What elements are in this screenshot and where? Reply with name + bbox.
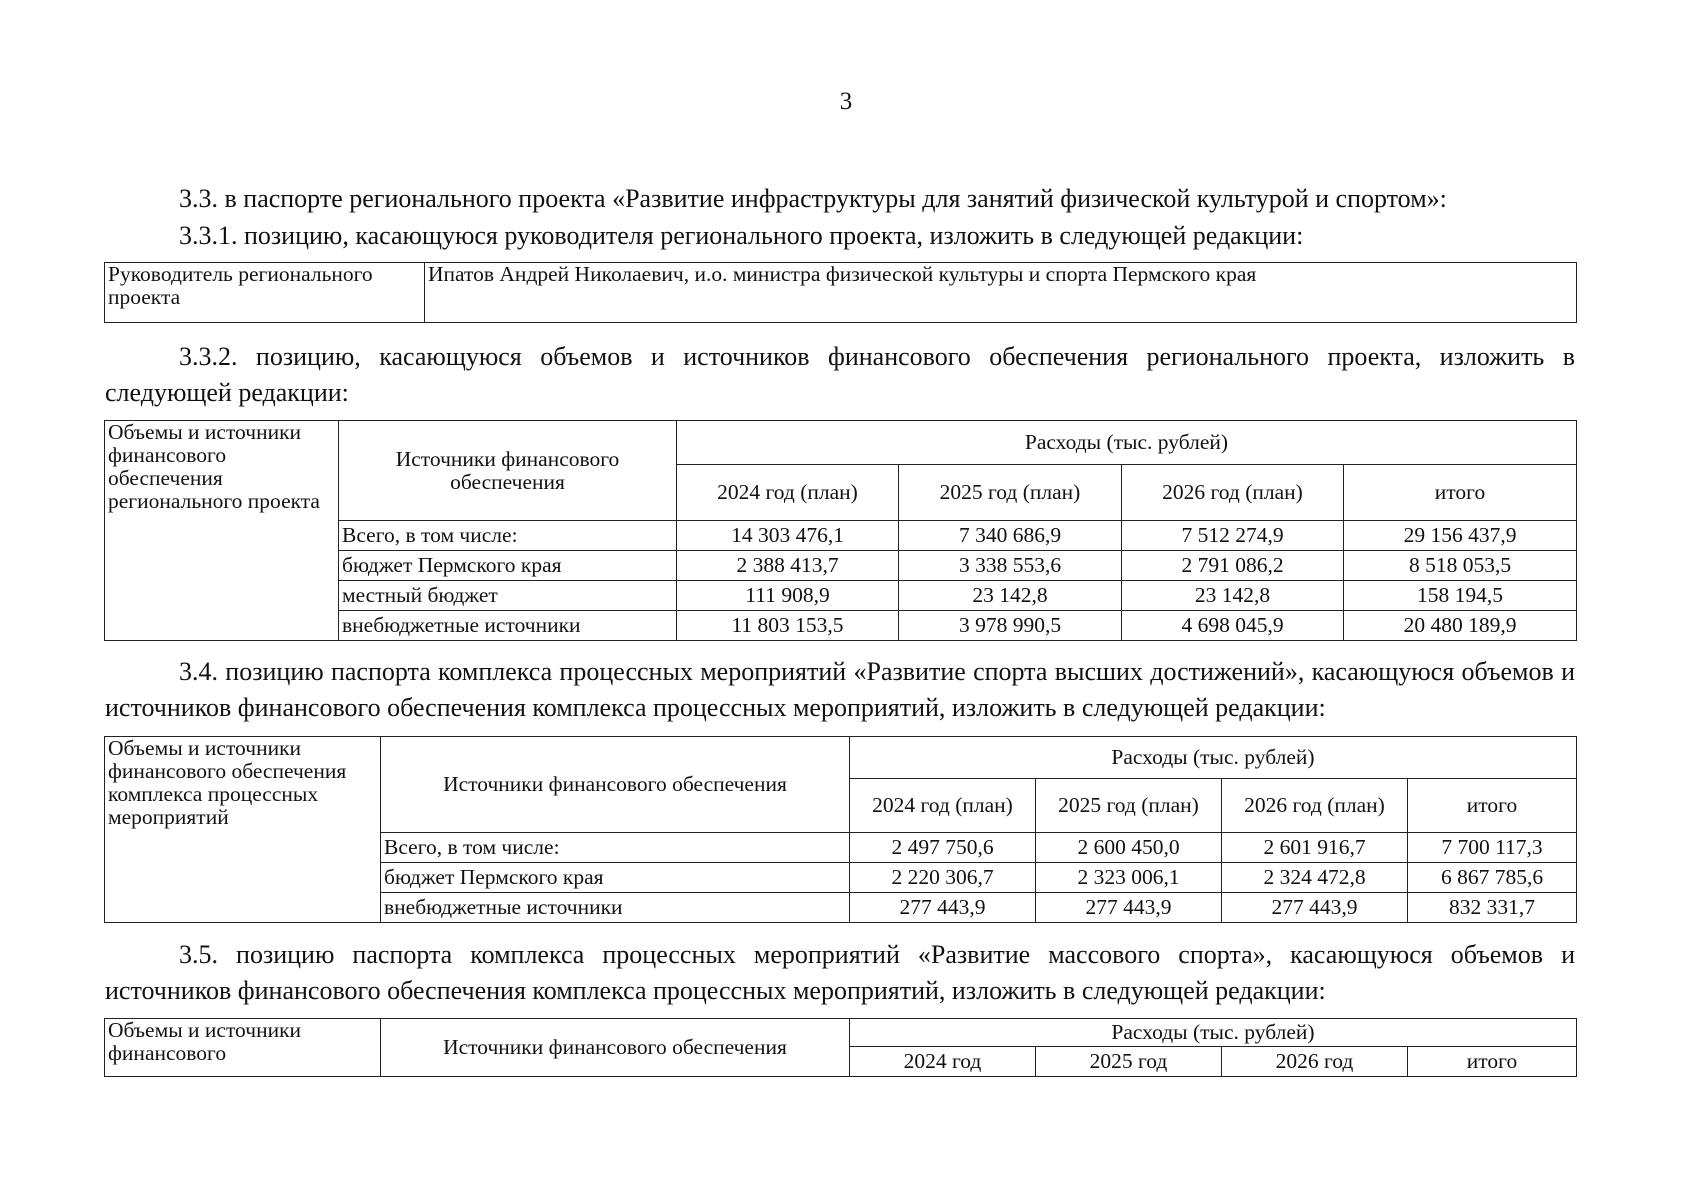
t3-year-2025: 2025 год	[1036, 1047, 1222, 1077]
paragraph-3-3-2: 3.3.2. позицию, касающуюся объемов и источников финансового обеспечения регионального проекта, изложить в следующей редакции:	[105, 342, 1575, 407]
t2-cell: 6 867 785,6	[1408, 863, 1577, 893]
t3-expenses-header: Расходы (тыс. рублей)	[850, 1019, 1577, 1047]
leader-label: Руководитель регионального проекта	[105, 263, 425, 323]
t2-expenses-header: Расходы (тыс. рублей)	[850, 737, 1577, 779]
finance-table-elite-sport	[104, 736, 1577, 923]
t1-cell: 111 908,9	[677, 581, 899, 611]
t2-cell: 2 497 750,6	[850, 833, 1036, 863]
t1-cell: 158 194,5	[1344, 581, 1577, 611]
t2-sources-header: Источники финансового обеспечения	[381, 737, 850, 833]
t2-row-name: внебюджетные источники	[381, 893, 850, 923]
finance-table-mass-sport	[104, 1018, 1577, 1077]
t1-cell: 4 698 045,9	[1122, 611, 1344, 641]
t1-cell: 23 142,8	[1122, 581, 1344, 611]
t1-cell: 2 791 086,2	[1122, 551, 1344, 581]
t3-year-2024: 2024 год	[850, 1047, 1036, 1077]
paragraph-3-4: 3.4. позицию паспорта комплекса процессных мероприятий «Развитие спорта высших достижений», касающуюся объемов и источников финансового обеспечения комплекса процессных мероприятий, изложить в следующей редакции:	[105, 657, 1575, 722]
t2-year-2025: 2025 год (план)	[1036, 779, 1222, 833]
t1-row-name: внебюджетные источники	[339, 611, 677, 641]
t1-row-label: Объемы и источники финансового обеспечения регионального проекта	[105, 421, 339, 641]
t2-cell: 277 443,9	[1222, 893, 1408, 923]
t2-cell: 2 601 916,7	[1222, 833, 1408, 863]
t2-cell: 7 700 117,3	[1408, 833, 1577, 863]
t1-year-2024: 2024 год (план)	[677, 465, 899, 521]
t2-total-header: итого	[1408, 779, 1577, 833]
t2-cell: 277 443,9	[1036, 893, 1222, 923]
t1-expenses-header: Расходы (тыс. рублей)	[677, 421, 1577, 465]
t2-cell: 2 220 306,7	[850, 863, 1036, 893]
t2-row-name: бюджет Пермского края	[381, 863, 850, 893]
t1-year-2025: 2025 год (план)	[899, 465, 1122, 521]
t1-cell: 8 518 053,5	[1344, 551, 1577, 581]
t1-cell: 3 978 990,5	[899, 611, 1122, 641]
t1-cell: 3 338 553,6	[899, 551, 1122, 581]
t1-cell: 29 156 437,9	[1344, 521, 1577, 551]
paragraph-3-3: 3.3. в паспорте регионального проекта «Развитие инфраструктуры для занятий физической культурой и спортом»:	[179, 184, 1447, 213]
t1-total-header: итого	[1344, 465, 1577, 521]
t1-row-name: Всего, в том числе:	[339, 521, 677, 551]
t3-row-label: Объемы и источники финансового	[105, 1019, 381, 1077]
t2-cell: 277 443,9	[850, 893, 1036, 923]
t2-year-2024: 2024 год (план)	[850, 779, 1036, 833]
t3-year-2026: 2026 год	[1222, 1047, 1408, 1077]
leader-value: Ипатов Андрей Николаевич, и.о. министра физической культуры и спорта Пермского края	[425, 263, 1577, 323]
paragraph-3-5: 3.5. позицию паспорта комплекса процессных мероприятий «Развитие массового спорта», касающуюся объемов и источников финансового обеспечения комплекса процессных мероприятий, изложить в следующей редакции:	[105, 940, 1575, 1005]
finance-table-regional	[104, 420, 1577, 641]
t2-cell: 2 324 472,8	[1222, 863, 1408, 893]
t1-cell: 11 803 153,5	[677, 611, 899, 641]
t1-cell: 7 512 274,9	[1122, 521, 1344, 551]
t1-year-2026: 2026 год (план)	[1122, 465, 1344, 521]
t1-cell: 2 388 413,7	[677, 551, 899, 581]
t1-cell: 20 480 189,9	[1344, 611, 1577, 641]
t2-cell: 832 331,7	[1408, 893, 1577, 923]
t2-row-name: Всего, в том числе:	[381, 833, 850, 863]
paragraph-3-3-1: 3.3.1. позицию, касающуюся руководителя регионального проекта, изложить в следующей редакции:	[179, 221, 1304, 250]
t1-cell: 23 142,8	[899, 581, 1122, 611]
t2-cell: 2 600 450,0	[1036, 833, 1222, 863]
t1-cell: 14 303 476,1	[677, 521, 899, 551]
leader-table	[104, 262, 1577, 323]
t1-row-name: местный бюджет	[339, 581, 677, 611]
t1-cell: 7 340 686,9	[899, 521, 1122, 551]
page-number: 3	[839, 88, 853, 115]
t3-total-header: итого	[1408, 1047, 1577, 1077]
t2-cell: 2 323 006,1	[1036, 863, 1222, 893]
t1-row-name: бюджет Пермского края	[339, 551, 677, 581]
t2-row-label: Объемы и источники финансового обеспечения комплекса процессных мероприятий	[105, 737, 381, 923]
t2-year-2026: 2026 год (план)	[1222, 779, 1408, 833]
t1-sources-header: Источники финансового обеспечения	[339, 421, 677, 521]
t3-sources-header: Источники финансового обеспечения	[381, 1019, 850, 1077]
